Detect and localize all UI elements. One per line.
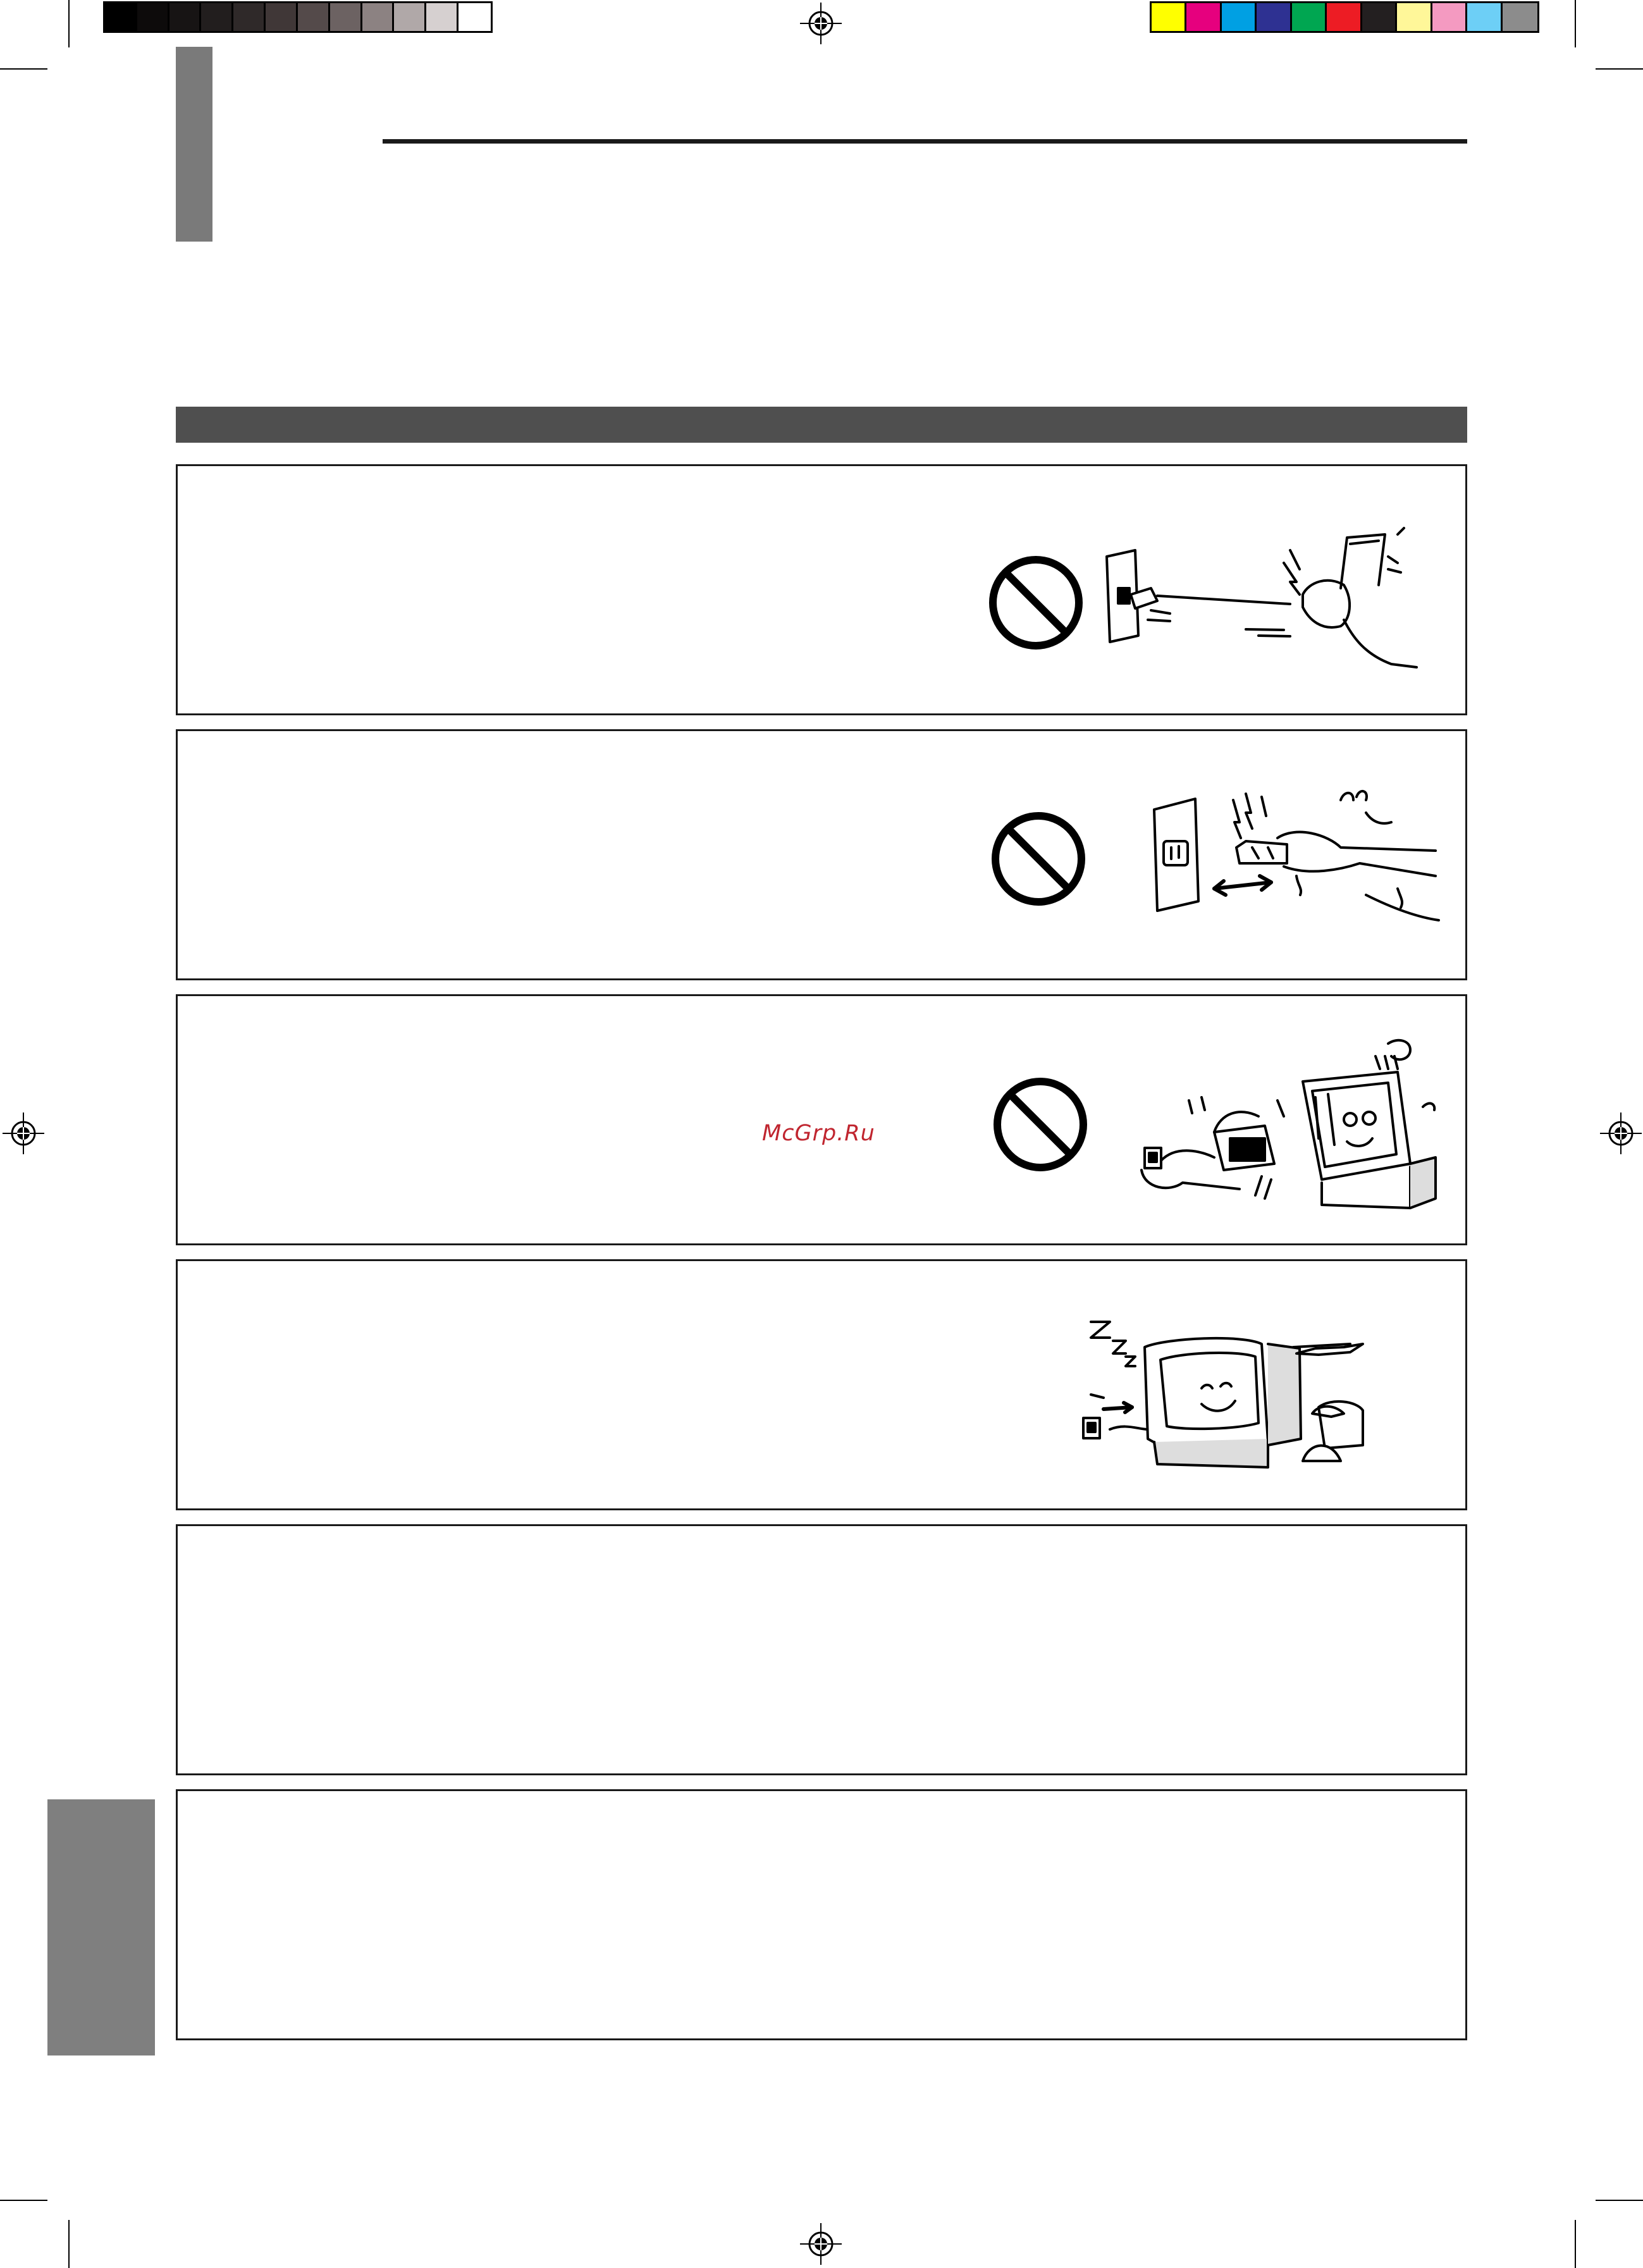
title-rule	[383, 139, 1467, 144]
color-swatch	[233, 3, 266, 31]
color-swatch	[1222, 3, 1257, 31]
section-header-bar	[176, 407, 1467, 443]
crop-mark	[0, 2200, 47, 2201]
color-swatch	[330, 3, 362, 31]
grayscale-calibration-bar	[103, 1, 493, 33]
registration-mark-right	[1600, 1112, 1642, 1154]
color-swatch	[1503, 3, 1537, 31]
color-swatch	[137, 3, 169, 31]
pulling-cord-icon	[1100, 525, 1423, 677]
color-swatch	[1186, 3, 1221, 31]
color-swatch	[266, 3, 298, 31]
watermark: McGrp.Ru	[762, 1121, 875, 1146]
prohibited-icon	[988, 555, 1084, 651]
color-swatch	[1362, 3, 1397, 31]
crop-mark	[68, 0, 70, 47]
crop-mark	[1575, 2220, 1576, 2268]
color-swatch	[1152, 3, 1186, 31]
color-swatch	[1292, 3, 1327, 31]
crop-mark	[0, 68, 47, 70]
color-swatch	[426, 3, 458, 31]
crop-mark	[1575, 0, 1576, 47]
color-swatch	[105, 3, 137, 31]
registration-mark-left	[3, 1112, 44, 1154]
color-swatch	[394, 3, 426, 31]
color-swatch	[169, 3, 202, 31]
color-swatch	[1397, 3, 1432, 31]
crop-mark	[1596, 2200, 1643, 2201]
registration-mark-top	[800, 3, 842, 44]
color-swatch	[458, 3, 491, 31]
section-tab-top	[176, 47, 212, 242]
color-swatch	[1327, 3, 1362, 31]
wet-hands-plug-icon	[1151, 787, 1442, 933]
prohibited-icon	[992, 1076, 1088, 1173]
color-swatch	[201, 3, 233, 31]
prohibited-icon	[990, 811, 1086, 907]
caution-panel-6	[176, 1789, 1467, 2040]
section-tab-side	[47, 1799, 155, 2055]
color-calibration-bar	[1150, 1, 1539, 33]
color-swatch	[1432, 3, 1467, 31]
caution-panel-5	[176, 1524, 1467, 1775]
registration-mark-bottom	[800, 2223, 842, 2265]
crop-mark	[1596, 68, 1643, 70]
color-swatch	[362, 3, 395, 31]
color-swatch	[1467, 3, 1502, 31]
color-swatch	[1257, 3, 1291, 31]
crop-mark	[68, 2220, 70, 2268]
unplug-when-away-icon	[1066, 1309, 1375, 1480]
overheating-tv-icon	[1132, 1037, 1448, 1221]
color-swatch	[298, 3, 330, 31]
